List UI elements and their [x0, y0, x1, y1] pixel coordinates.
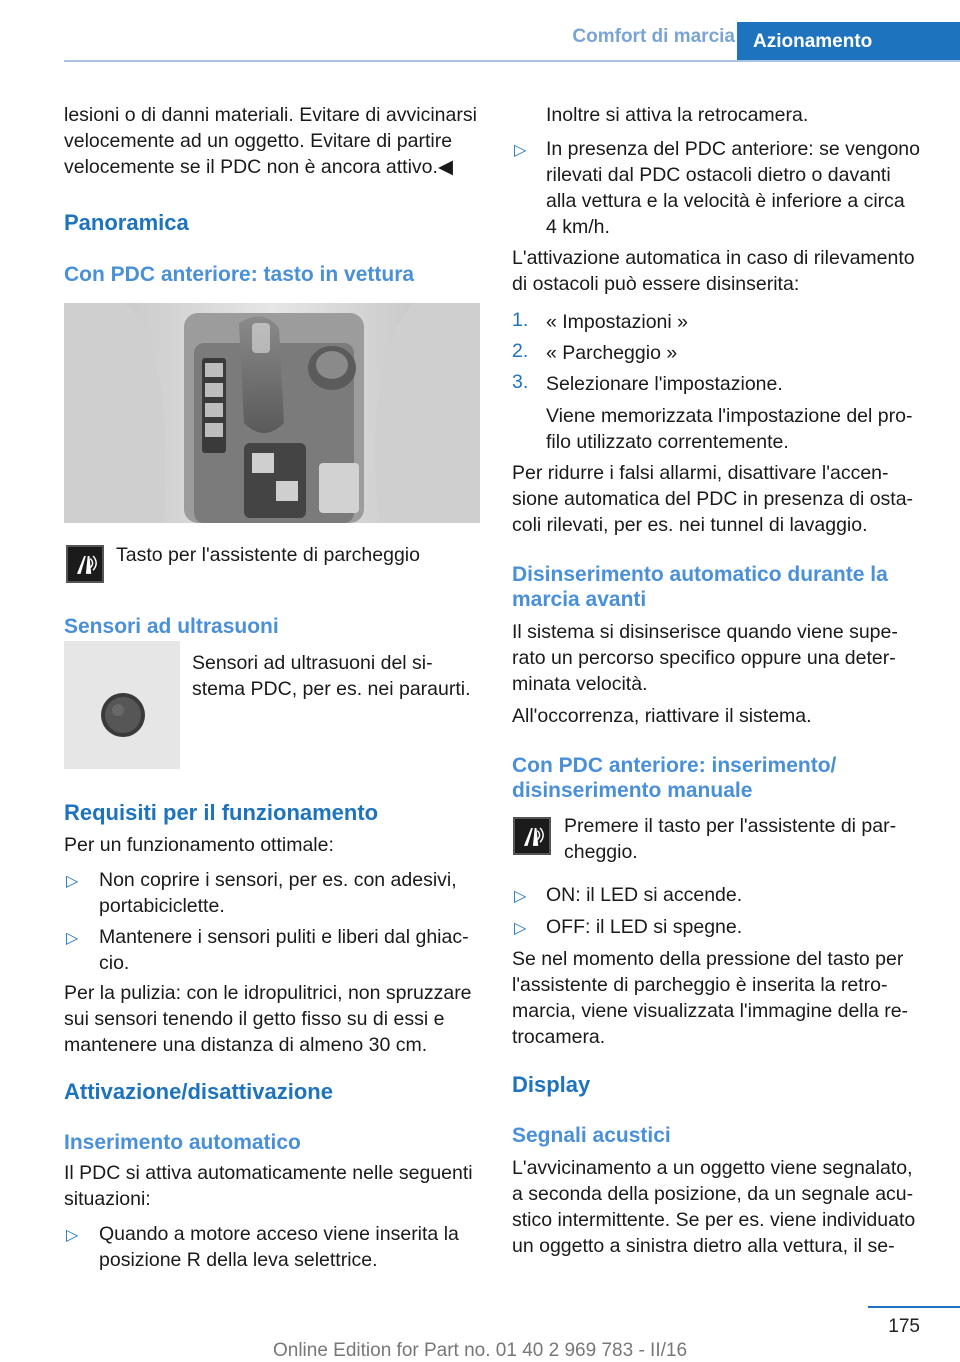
- reverse-text-2: l'assistente di parcheggio è inserita la retro-: [512, 974, 888, 996]
- front-item-line-2: rilevati dal PDC ostacoli dietro o davanti: [546, 164, 891, 186]
- parking-assistant-icon: [66, 545, 104, 583]
- bullet-icon: ▷: [66, 873, 79, 890]
- heading-auto: Inserimento automatico: [64, 1131, 301, 1154]
- front-item-line-1: In presenza del PDC anteriore: se vengono: [546, 138, 920, 160]
- signals-text-4: un oggetto a sinistra dietro alla vettura, il se-: [512, 1235, 895, 1257]
- reverse-text-3: marcia, viene visualizzata l'immagine della re-: [512, 1000, 909, 1022]
- manual-item-off: OFF: il LED si spegne.: [546, 916, 743, 938]
- signals-text-3: stico intermittente. Se per es. viene individuato: [512, 1209, 916, 1231]
- req-item-2-line-1: Mantenere i sensori puliti e liberi dal ghiac-: [99, 926, 469, 948]
- req-intro: Per un funzionamento ottimale:: [64, 834, 334, 856]
- bullet-icon: ▷: [514, 142, 527, 159]
- heading-display: Display: [512, 1072, 591, 1097]
- heading-sensors: Sensori ad ultrasuoni: [64, 615, 279, 638]
- reverse-text-1: Se nel momento della pressione del tasto per: [512, 948, 904, 970]
- auto-off-line-1: L'attivazione automatica in caso di rilevamento: [512, 247, 915, 269]
- auto-off-text-1: Il sistema si disinserisce quando viene supe-: [512, 621, 898, 643]
- intro-line-2: velocemente ad un oggetto. Evitare di partire: [64, 130, 453, 152]
- cleaning-line-1: Per la pulizia: con le idropulitrici, non spruzzare: [64, 982, 472, 1004]
- footer-rule: [868, 1306, 960, 1308]
- auto-item-line-1: Quando a motore acceso viene inserita la: [99, 1223, 459, 1245]
- cont-line: Inoltre si attiva la retrocamera.: [546, 104, 809, 126]
- heading-overview: Panoramica: [64, 210, 189, 235]
- heading-auto-off-1: Disinserimento automatico durante la: [512, 563, 888, 586]
- step-text: « Parcheggio »: [546, 342, 678, 364]
- step-text: Selezionare l'impostazione.: [546, 373, 783, 395]
- auto-item-line-2: posizione R della leva selettrice.: [99, 1249, 378, 1271]
- step-number: 1.: [512, 309, 529, 331]
- heading-activation: Attivazione/disattivazione: [64, 1079, 333, 1104]
- page-header: [0, 0, 960, 62]
- heading-front-button: Con PDC anteriore: tasto in vettura: [64, 263, 415, 286]
- sensors-text-1: Sensori ad ultrasuoni del si-: [192, 652, 433, 674]
- step-number: 3.: [512, 371, 529, 393]
- heading-manual-2: disinserimento manuale: [512, 779, 753, 802]
- auto-off-text-2: rato un percorso specifico oppure una deter-: [512, 647, 896, 669]
- heading-requirements: Requisiti per il funzionamento: [64, 800, 379, 825]
- req-item-1-line-1: Non coprire i sensori, per es. con adesivi,: [99, 869, 457, 891]
- ultrasonic-sensor-image: [64, 641, 180, 769]
- auto-off-line-2: di ostacoli può essere disinserita:: [512, 273, 800, 295]
- heading-auto-off-2: marcia avanti: [512, 588, 647, 611]
- signals-text-2: a seconda della posizione, da un segnale acu-: [512, 1183, 914, 1205]
- intro-line-3: velocemente se il PDC non è ancora attivo.◀: [64, 156, 453, 178]
- manual-text-2: cheggio.: [564, 841, 638, 863]
- cleaning-line-2: sui sensori tenendo il getto fisso su di essi e: [64, 1008, 445, 1030]
- header-rule: [64, 60, 960, 62]
- req-item-1-line-2: portabiciclette.: [99, 895, 225, 917]
- page-number: 175: [888, 1316, 920, 1337]
- footer-edition: Online Edition for Part no. 01 40 2 969 783 - II/16: [272, 1340, 688, 1361]
- req-item-2-line-2: cio.: [99, 952, 130, 974]
- reverse-text-4: trocamera.: [512, 1026, 606, 1048]
- false-alarm-line-1: Per ridurre i falsi allarmi, disattivare l'accen-: [512, 462, 889, 484]
- step3-note-line-2: filo utilizzato correntemente.: [546, 431, 789, 453]
- manual-item-on: ON: il LED si accende.: [546, 884, 743, 906]
- signals-text-1: L'avvicinamento a un oggetto viene segnalato,: [512, 1157, 913, 1179]
- button-caption: Tasto per l'assistente di parcheggio: [116, 544, 420, 566]
- front-item-line-4: 4 km/h.: [546, 216, 610, 238]
- bullet-icon: ▷: [66, 930, 79, 947]
- auto-text-2: situazioni:: [64, 1188, 151, 1210]
- intro-line-1: lesioni o di danni materiali. Evitare di avvicinarsi: [64, 104, 477, 126]
- sensors-text-2: stema PDC, per es. nei paraurti.: [192, 678, 471, 700]
- center-console-image: [64, 303, 480, 523]
- bullet-icon: ▷: [66, 1227, 79, 1244]
- parking-assistant-icon: [513, 817, 551, 855]
- manual-text-1: Premere il tasto per l'assistente di par-: [564, 815, 897, 837]
- heading-signals: Segnali acustici: [512, 1124, 671, 1147]
- auto-off-text-3: minata velocità.: [512, 673, 648, 695]
- false-alarm-line-2: sione automatica del PDC in presenza di osta-: [512, 488, 914, 510]
- reactivate-text: All'occorrenza, riattivare il sistema.: [512, 705, 812, 727]
- step3-note-line-1: Viene memorizzata l'impostazione del pro-: [546, 405, 913, 427]
- bullet-icon: ▷: [514, 888, 527, 905]
- bullet-icon: ▷: [514, 920, 527, 937]
- front-item-line-3: alla vettura e la velocità è inferiore a circa: [546, 190, 905, 212]
- header-tab: Azionamento: [737, 22, 960, 62]
- cleaning-line-3: mantenere una distanza di almeno 30 cm.: [64, 1034, 428, 1056]
- heading-manual-1: Con PDC anteriore: inserimento/: [512, 754, 837, 777]
- auto-text-1: Il PDC si attiva automaticamente nelle seguenti: [64, 1162, 473, 1184]
- step-text: « Impostazioni »: [546, 311, 688, 333]
- step-number: 2.: [512, 340, 529, 362]
- false-alarm-line-3: coli rilevati, per es. nei tunnel di lavaggio.: [512, 514, 868, 536]
- header-section: Comfort di marcia: [572, 26, 735, 47]
